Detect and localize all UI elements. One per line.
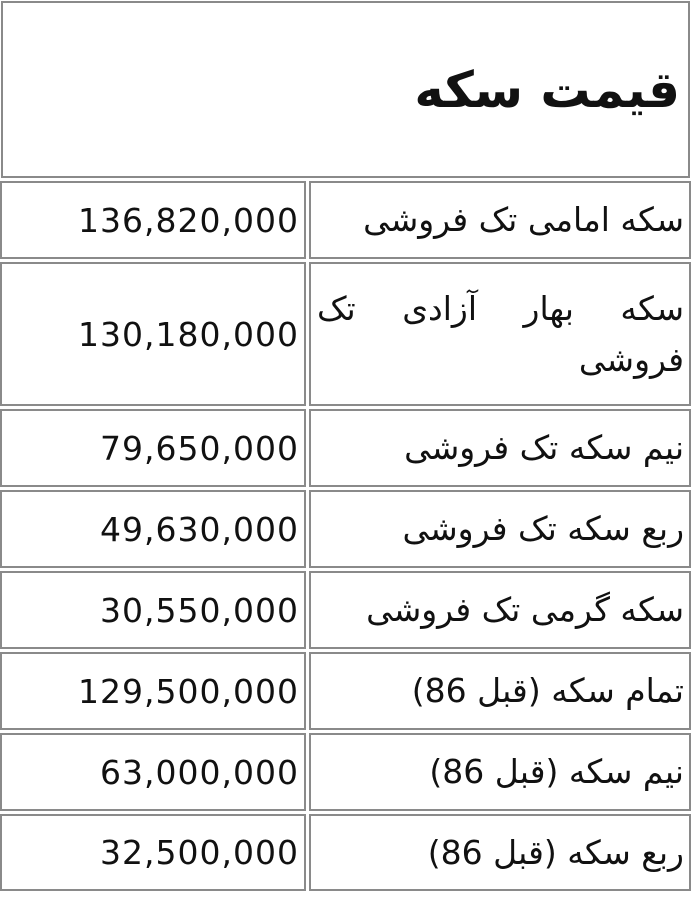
coin-name: ربع سکه (قبل 86): [427, 832, 684, 872]
price-cell: [0, 652, 306, 730]
coin-name: نیم سکه تک فروشی: [404, 428, 684, 468]
table-row: [0, 181, 692, 259]
price-value: 136,820,000: [78, 200, 299, 240]
price-cell: [0, 571, 306, 649]
price-value: 30,550,000: [100, 590, 299, 630]
table-row: [0, 733, 692, 811]
coin-name-cell: [309, 652, 691, 730]
table-row: [0, 571, 692, 649]
coin-name-cell: [309, 262, 691, 406]
table-row: [0, 490, 692, 568]
price-value: 79,650,000: [100, 428, 299, 468]
coin-name-cell: [309, 181, 691, 259]
coin-name: ربع سکه تک فروشی: [402, 509, 684, 549]
price-cell: [0, 409, 306, 487]
coin-name: تمام سکه (قبل 86): [411, 671, 684, 711]
coin-name: سکه بهار آزادی تک فروشی: [317, 288, 684, 379]
price-value: 130,180,000: [78, 314, 299, 354]
price-cell: [0, 262, 306, 406]
page-title: قیمت سکه: [414, 60, 680, 119]
coin-name-cell: [309, 409, 691, 487]
table-row: [0, 652, 692, 730]
coin-price-table: [0, 181, 692, 894]
coin-name-cell: [309, 490, 691, 568]
price-value: 63,000,000: [100, 752, 299, 792]
price-cell: [0, 490, 306, 568]
price-cell: [0, 814, 306, 891]
table-row: [0, 814, 692, 891]
coin-name: سکه گرمی تک فروشی: [366, 590, 684, 630]
coin-name: نیم سکه (قبل 86): [429, 752, 684, 792]
coin-name-cell: [309, 733, 691, 811]
price-cell: [0, 733, 306, 811]
price-value: 32,500,000: [100, 833, 299, 872]
table-row: [0, 409, 692, 487]
coin-name-cell: [309, 571, 691, 649]
table-row: [0, 262, 692, 406]
price-value: 49,630,000: [100, 509, 299, 549]
price-value: 129,500,000: [78, 671, 299, 711]
coin-name-cell: [309, 814, 691, 891]
title-box: [1, 1, 690, 178]
price-cell: [0, 181, 306, 259]
coin-name: سکه امامی تک فروشی: [363, 200, 684, 240]
